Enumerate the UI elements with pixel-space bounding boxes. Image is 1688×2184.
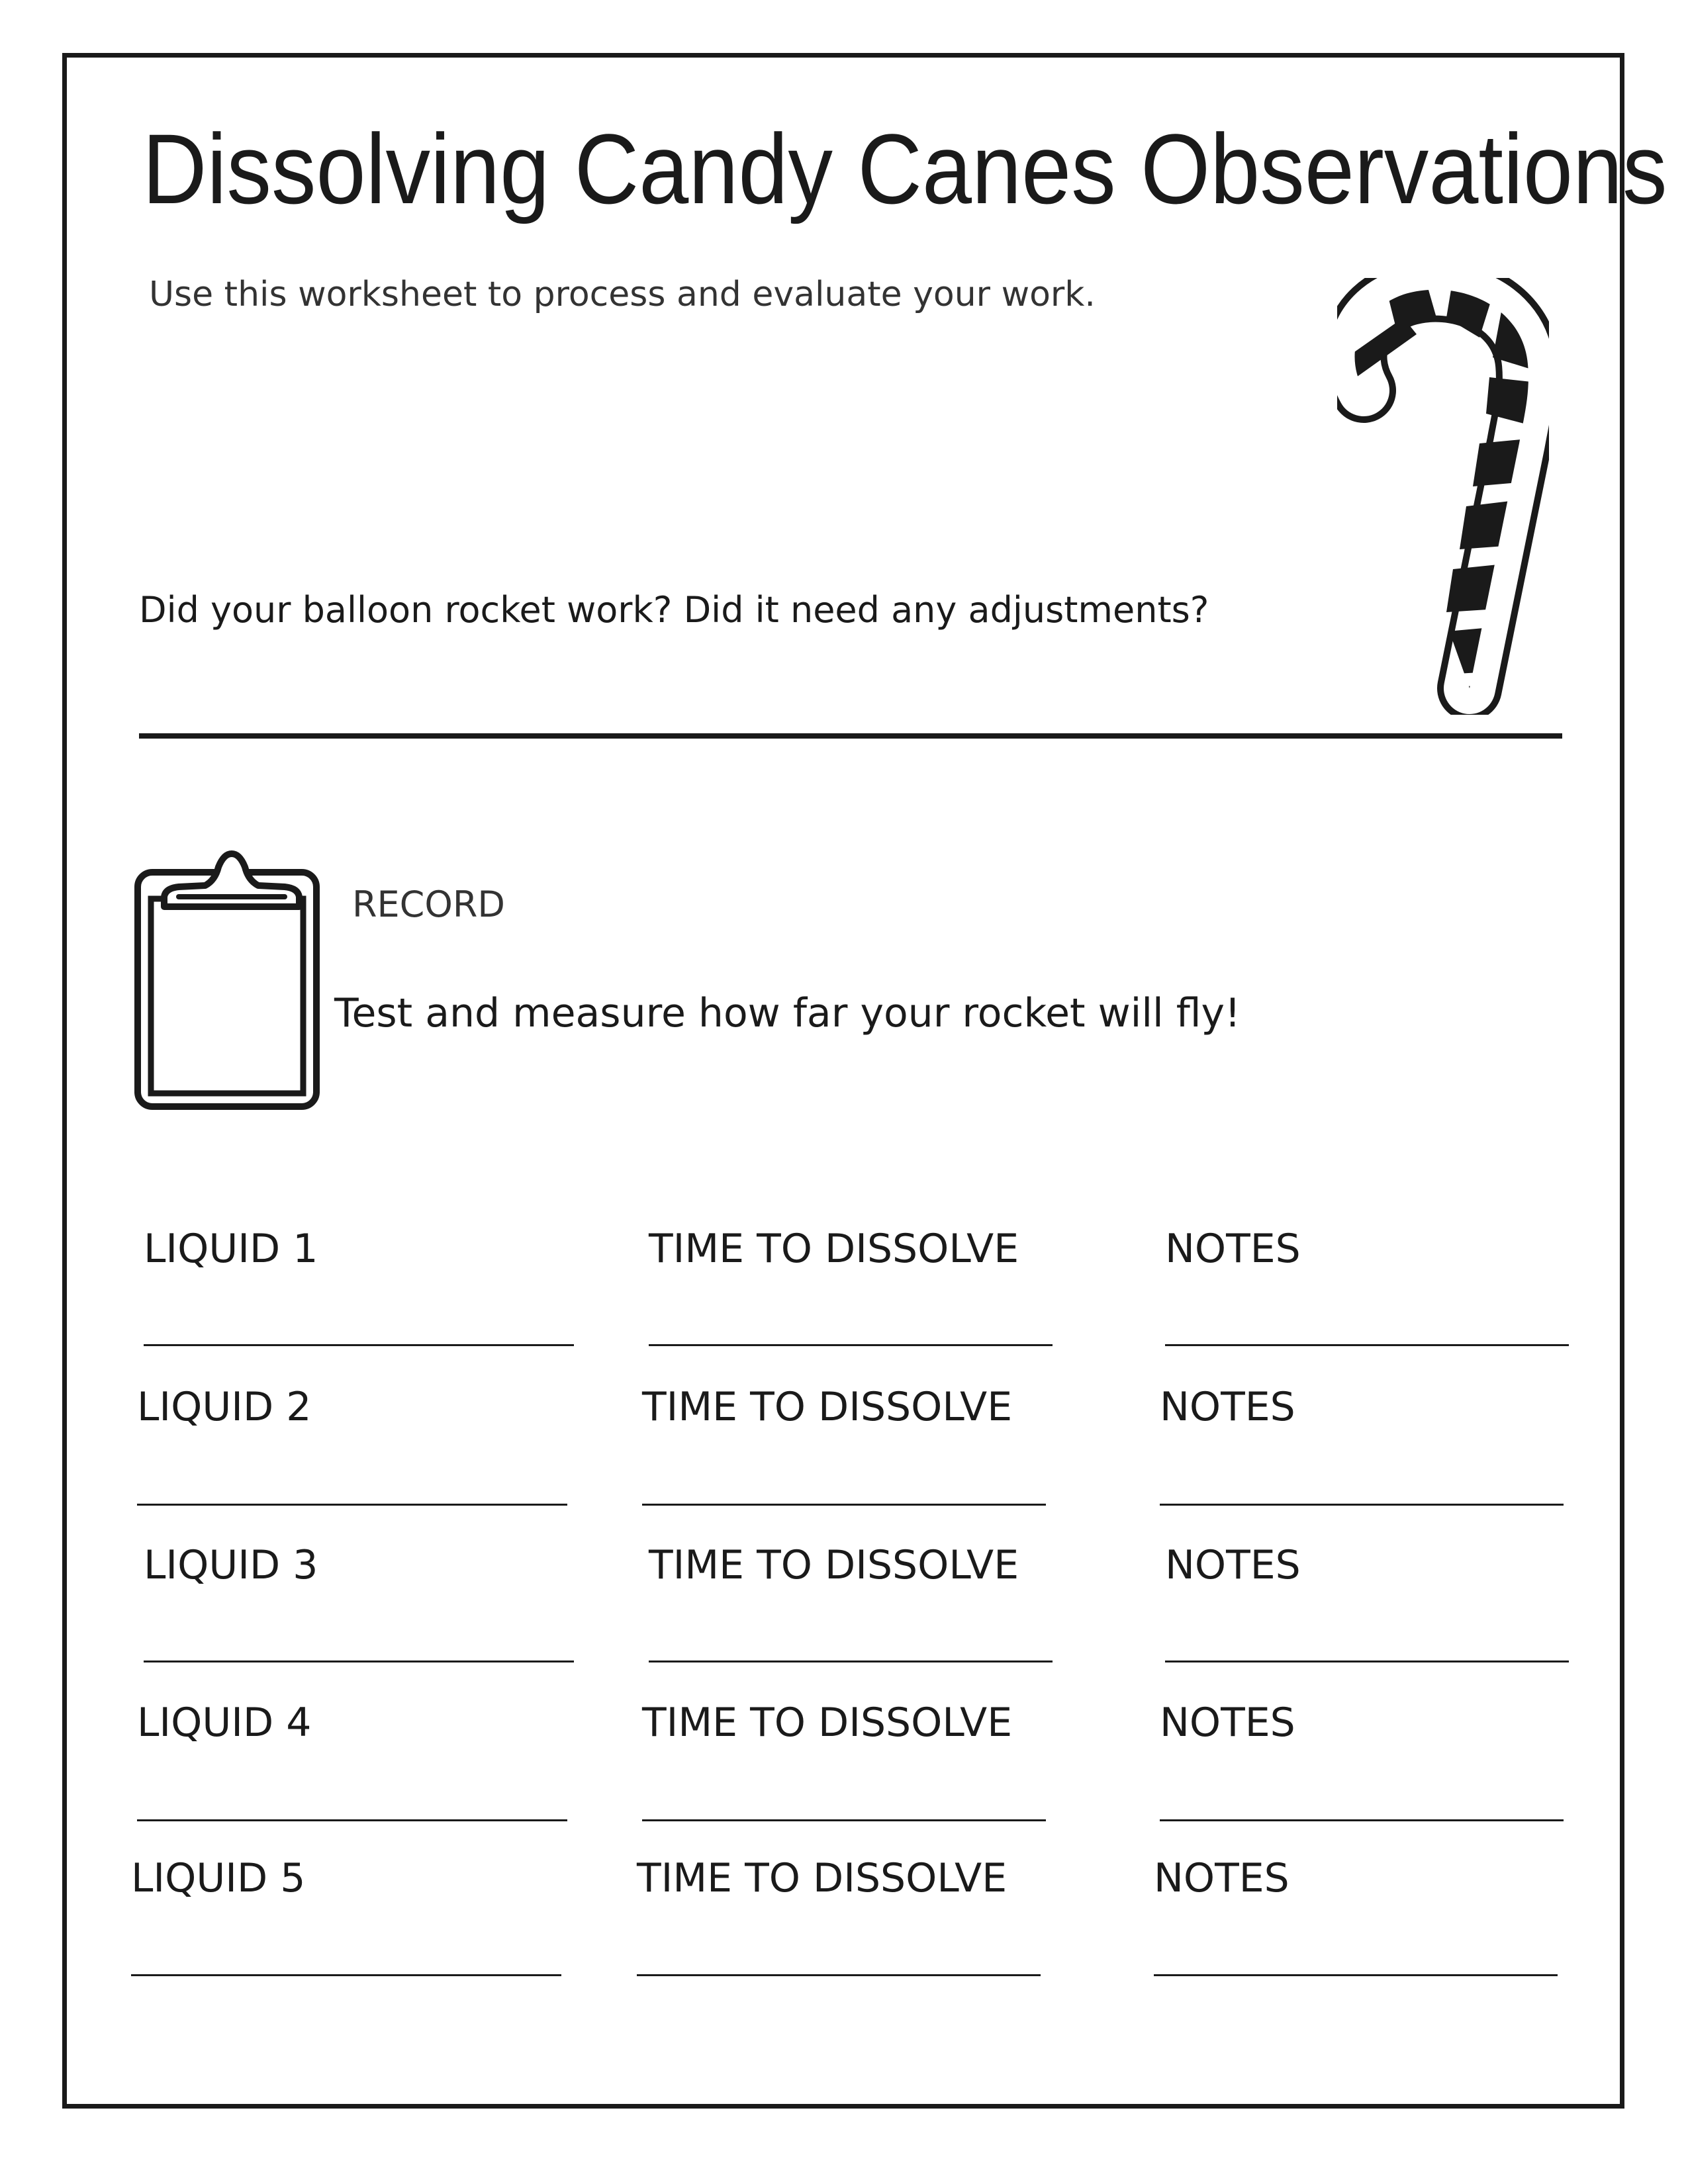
time-to-dissolve-label: TIME TO DISSOLVE bbox=[642, 1700, 1013, 1746]
notes-answer-line[interactable] bbox=[1160, 1504, 1564, 1506]
notes-answer-line[interactable] bbox=[1165, 1661, 1569, 1662]
liquid-answer-line[interactable] bbox=[144, 1344, 574, 1346]
time-to-dissolve-label: TIME TO DISSOLVE bbox=[642, 1384, 1013, 1430]
notes-label: NOTES bbox=[1160, 1384, 1295, 1430]
page-title: Dissolving Candy Canes Observations bbox=[142, 113, 1667, 224]
time-to-dissolve-label: TIME TO DISSOLVE bbox=[649, 1542, 1019, 1588]
time-answer-line[interactable] bbox=[642, 1819, 1046, 1821]
time-answer-line[interactable] bbox=[649, 1661, 1053, 1662]
liquid-label: LIQUID 5 bbox=[131, 1855, 306, 1901]
notes-answer-line[interactable] bbox=[1154, 1974, 1558, 1976]
record-description: Test and measure how far your rocket will fly! bbox=[334, 990, 1241, 1036]
time-answer-line[interactable] bbox=[637, 1974, 1041, 1976]
notes-label: NOTES bbox=[1165, 1542, 1301, 1588]
notes-answer-line[interactable] bbox=[1160, 1819, 1564, 1821]
candy-cane-icon bbox=[1337, 278, 1549, 715]
liquid-label: LIQUID 3 bbox=[144, 1542, 318, 1588]
notes-label: NOTES bbox=[1154, 1855, 1289, 1901]
liquid-answer-line[interactable] bbox=[137, 1504, 567, 1506]
adjustment-question: Did your balloon rocket work? Did it need any adjustments? bbox=[139, 589, 1209, 631]
answer-line[interactable] bbox=[139, 733, 1562, 739]
liquid-label: LIQUID 2 bbox=[137, 1384, 312, 1430]
liquid-label: LIQUID 1 bbox=[144, 1226, 318, 1272]
page-subtitle: Use this worksheet to process and evaluate your work. bbox=[149, 275, 1096, 314]
liquid-answer-line[interactable] bbox=[137, 1819, 567, 1821]
record-label: RECORD bbox=[352, 884, 505, 925]
liquid-answer-line[interactable] bbox=[144, 1661, 574, 1662]
liquid-answer-line[interactable] bbox=[131, 1974, 561, 1976]
notes-label: NOTES bbox=[1160, 1700, 1295, 1746]
liquid-label: LIQUID 4 bbox=[137, 1700, 312, 1746]
clipboard-icon bbox=[132, 847, 324, 1112]
time-to-dissolve-label: TIME TO DISSOLVE bbox=[637, 1855, 1008, 1901]
time-answer-line[interactable] bbox=[649, 1344, 1053, 1346]
time-answer-line[interactable] bbox=[642, 1504, 1046, 1506]
notes-answer-line[interactable] bbox=[1165, 1344, 1569, 1346]
time-to-dissolve-label: TIME TO DISSOLVE bbox=[649, 1226, 1019, 1272]
notes-label: NOTES bbox=[1165, 1226, 1301, 1272]
